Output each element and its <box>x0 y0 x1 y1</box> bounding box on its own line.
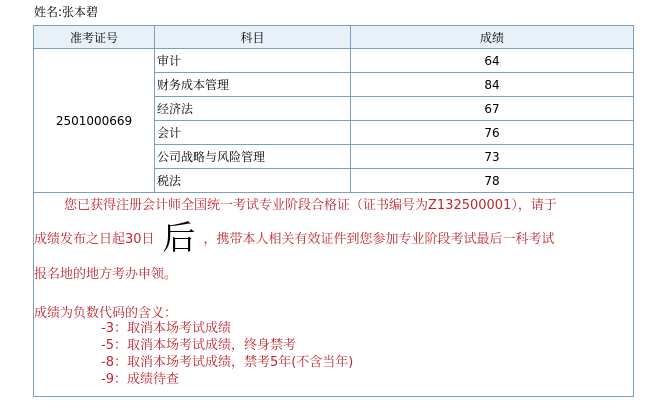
subject-cell: 财务成本管理 <box>155 73 351 97</box>
certificate-notice <box>34 193 633 396</box>
subject-cell: 公司战略与风险管理 <box>155 145 351 169</box>
notice-row <box>34 193 634 397</box>
score-table <box>33 25 634 397</box>
subject-cell: 会计 <box>155 121 351 145</box>
notice-line-1: 您已获得注册会计师全国统一考试专业阶段合格证（证书编号为Z132500001），请于 <box>64 198 557 213</box>
score-cell: 67 <box>351 97 634 121</box>
code-item: -5：取消本场考试成绩，终身禁考 <box>101 338 296 353</box>
score-cell: 76 <box>351 121 634 145</box>
header-subject: 科目 <box>155 26 351 49</box>
code-item: -9：成绩待查 <box>101 372 179 387</box>
header-score: 成绩 <box>351 26 634 49</box>
notice-line-3: 报名地的地方考办申领。 <box>34 267 178 282</box>
subject-cell: 税法 <box>155 169 351 193</box>
score-cell: 64 <box>351 49 634 73</box>
notice-large-character: 后 <box>162 218 196 257</box>
score-cell: 84 <box>351 73 634 97</box>
subject-cell: 经济法 <box>155 97 351 121</box>
table-header-row <box>34 26 634 49</box>
score-cell: 73 <box>351 145 634 169</box>
code-item: -8：取消本场考试成绩，禁考5年(不含当年) <box>101 355 354 370</box>
exam-id-cell: 2501000669 <box>34 49 155 193</box>
table-row <box>34 49 634 73</box>
notice-line-2-end: ，携带本人相关有效证件到您参加专业阶段考试最后一科考试 <box>203 232 555 247</box>
notice-line-2 <box>34 212 555 259</box>
notice-line-2-start: 成绩发布之日起30日 <box>34 232 155 247</box>
candidate-name: 姓名:张本碧 <box>34 5 99 19</box>
negative-code-list <box>101 320 353 388</box>
header-exam-id: 准考证号 <box>34 26 155 49</box>
code-item: -3：取消本场考试成绩 <box>101 321 231 336</box>
negative-code-title: 成绩为负数代码的含义： <box>34 306 178 321</box>
subject-cell: 审计 <box>155 49 351 73</box>
score-cell: 78 <box>351 169 634 193</box>
notice-cell <box>34 193 634 397</box>
